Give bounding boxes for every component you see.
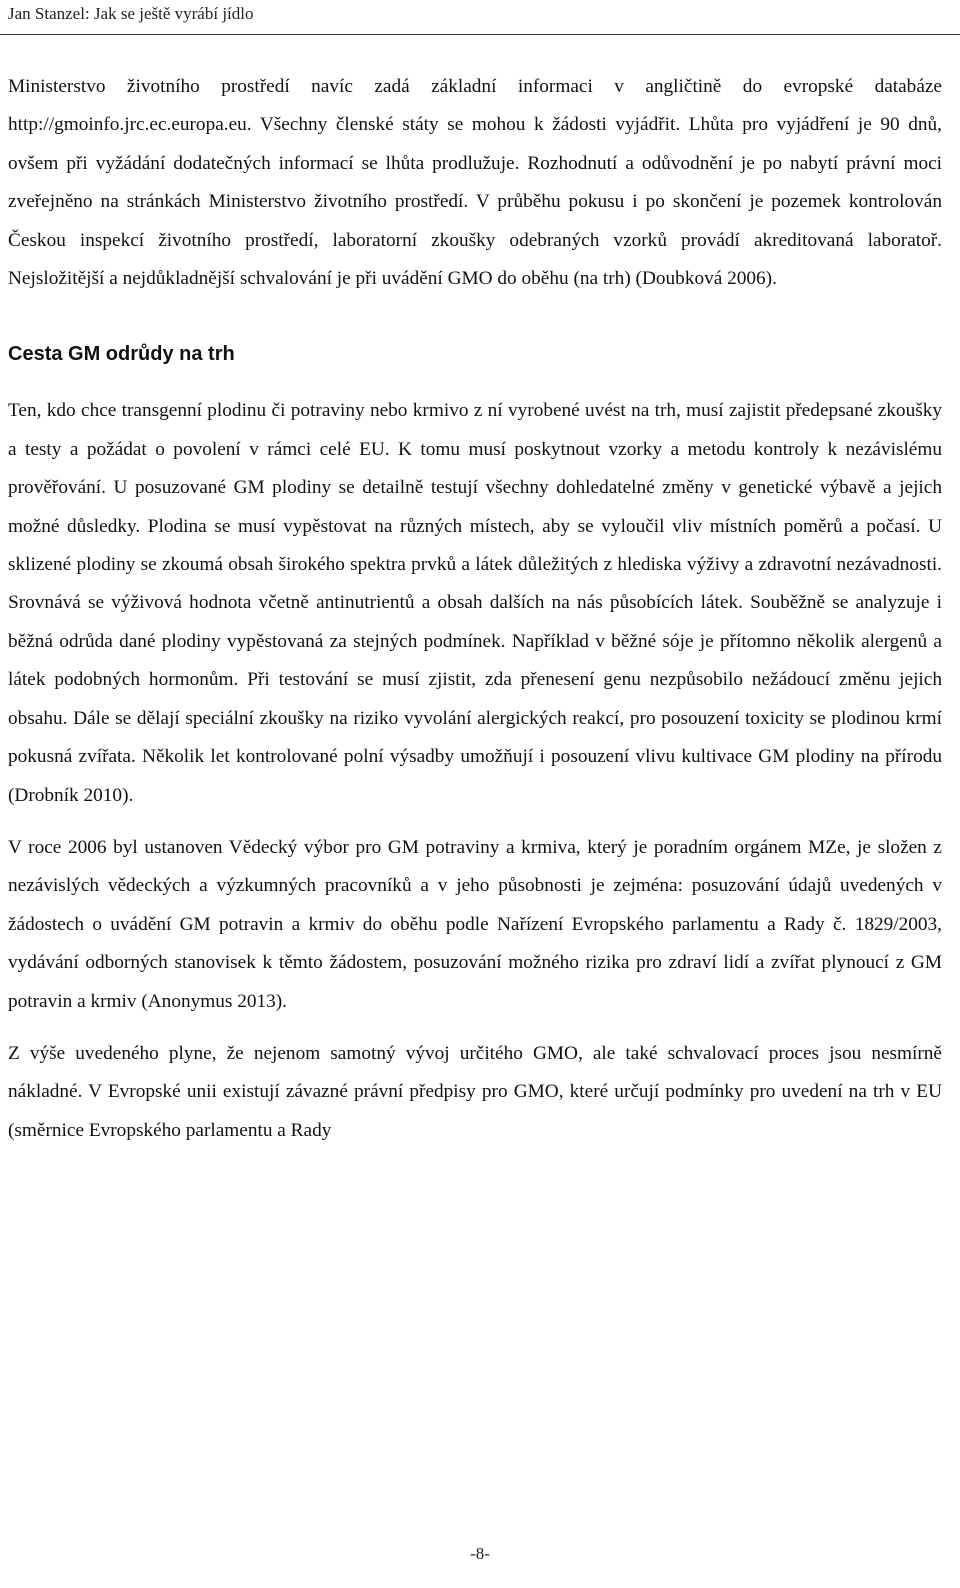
paragraph: V roce 2006 byl ustanoven Vědecký výbor pro GM potraviny a krmiva, který je poradním orgánem MZe, je složen z nezávislých vědeckých a výzkumných pracovníků a v jeho působnosti je zejména: posuzování údajů uvedených v žádostech o uvádění GM potravin a krmiv do oběhu podle Nařízení Evropského parlamentu a Rady č. 1829/2003, vydávání odborných stanovisek k těmto žádostem, posuzování možného rizika pro zdraví lidí a zvířat plynoucí z GM potravin a krmiv (Anonymus 2013). xyxy=(8,836,942,1012)
body-text xyxy=(8,68,942,1150)
paragraph: Z výše uvedeného plyne, že nejenom samotný vývoj určitého GMO, ale také schvalovací proces jsou nesmírně nákladné. V Evropské unii existují závazné právní předpisy pro GMO, které určují podmínky pro uvedení na trh v EU (směrnice Evropského parlamentu a Rady xyxy=(8,1042,942,1141)
paragraph: Ten, kdo chce transgenní plodinu či potraviny nebo krmivo z ní vyrobené uvést na trh, musí zajistit předepsané zkoušky a testy a požádat o povolení v rámci celé EU. K tomu musí poskytnout vzorky a metodu kontroly k nezávislému prověřování. U posuzované GM plodiny se detailně testují všechny dohledatelné změny v genetické výbavě a jejich možné důsledky. Plodina se musí vypěstovat na různých místech, aby se vyloučil vliv místních poměrů a počasí. U sklizené plodiny se zkoumá obsah širokého spektra prvků a látek důležitých z hlediska výživy a zdravotní nezávadnosti. Srovnává se výživová hodnota včetně antinutrientů a obsah dalších na nás působících látek. Souběžně se analyzuje i běžná odrůda dané plodiny vypěstovaná za stejných podmínek. Například v běžné sóje je přítomno několik alergenů a látek podobných hormonům. Při testování se musí zjistit, zda přenesení genu nezpůsobilo nežádoucí změnu jejich obsahu. Dále se dělají speciální zkoušky na riziko vyvolání alergických reakcí, pro posouzení toxicity se plodinou krmí pokusná zvířata. Několik let kontrolované polní výsadby umožňují i posouzení vlivu kultivace GM plodiny na přírodu (Drobník 2010). xyxy=(8,400,942,806)
page-number: -8- xyxy=(470,1544,490,1563)
header-divider xyxy=(0,34,960,35)
section-heading: Cesta GM odrůdy na trh xyxy=(8,343,235,366)
running-header: Jan Stanzel: Jak se ještě vyrábí jídlo xyxy=(8,4,254,23)
paragraph: Ministerstvo životního prostředí navíc zadá základní informaci v angličtině do evropské databáze http://gmoinfo.jrc.ec.europa.eu. Všechny členské státy se mohou k žádosti vyjádřit. Lhůta pro vyjádření je 90 dnů, ovšem při vyžádání dodatečných informací se lhůta prodlužuje. Rozhodnutí a odůvodnění je po nabytí právní moci zveřejněno na stránkách Ministerstvo životního prostředí. V průběhu pokusu i po skončení je pozemek kontrolován Českou inspekcí životního prostředí, laboratorní zkoušky odebraných vzorků provádí akreditovaná laboratoř. Nejsložitější a nejdůkladnější schvalování je při uvádění GMO do oběhu (na trh) (Doubková 2006). xyxy=(8,76,942,290)
